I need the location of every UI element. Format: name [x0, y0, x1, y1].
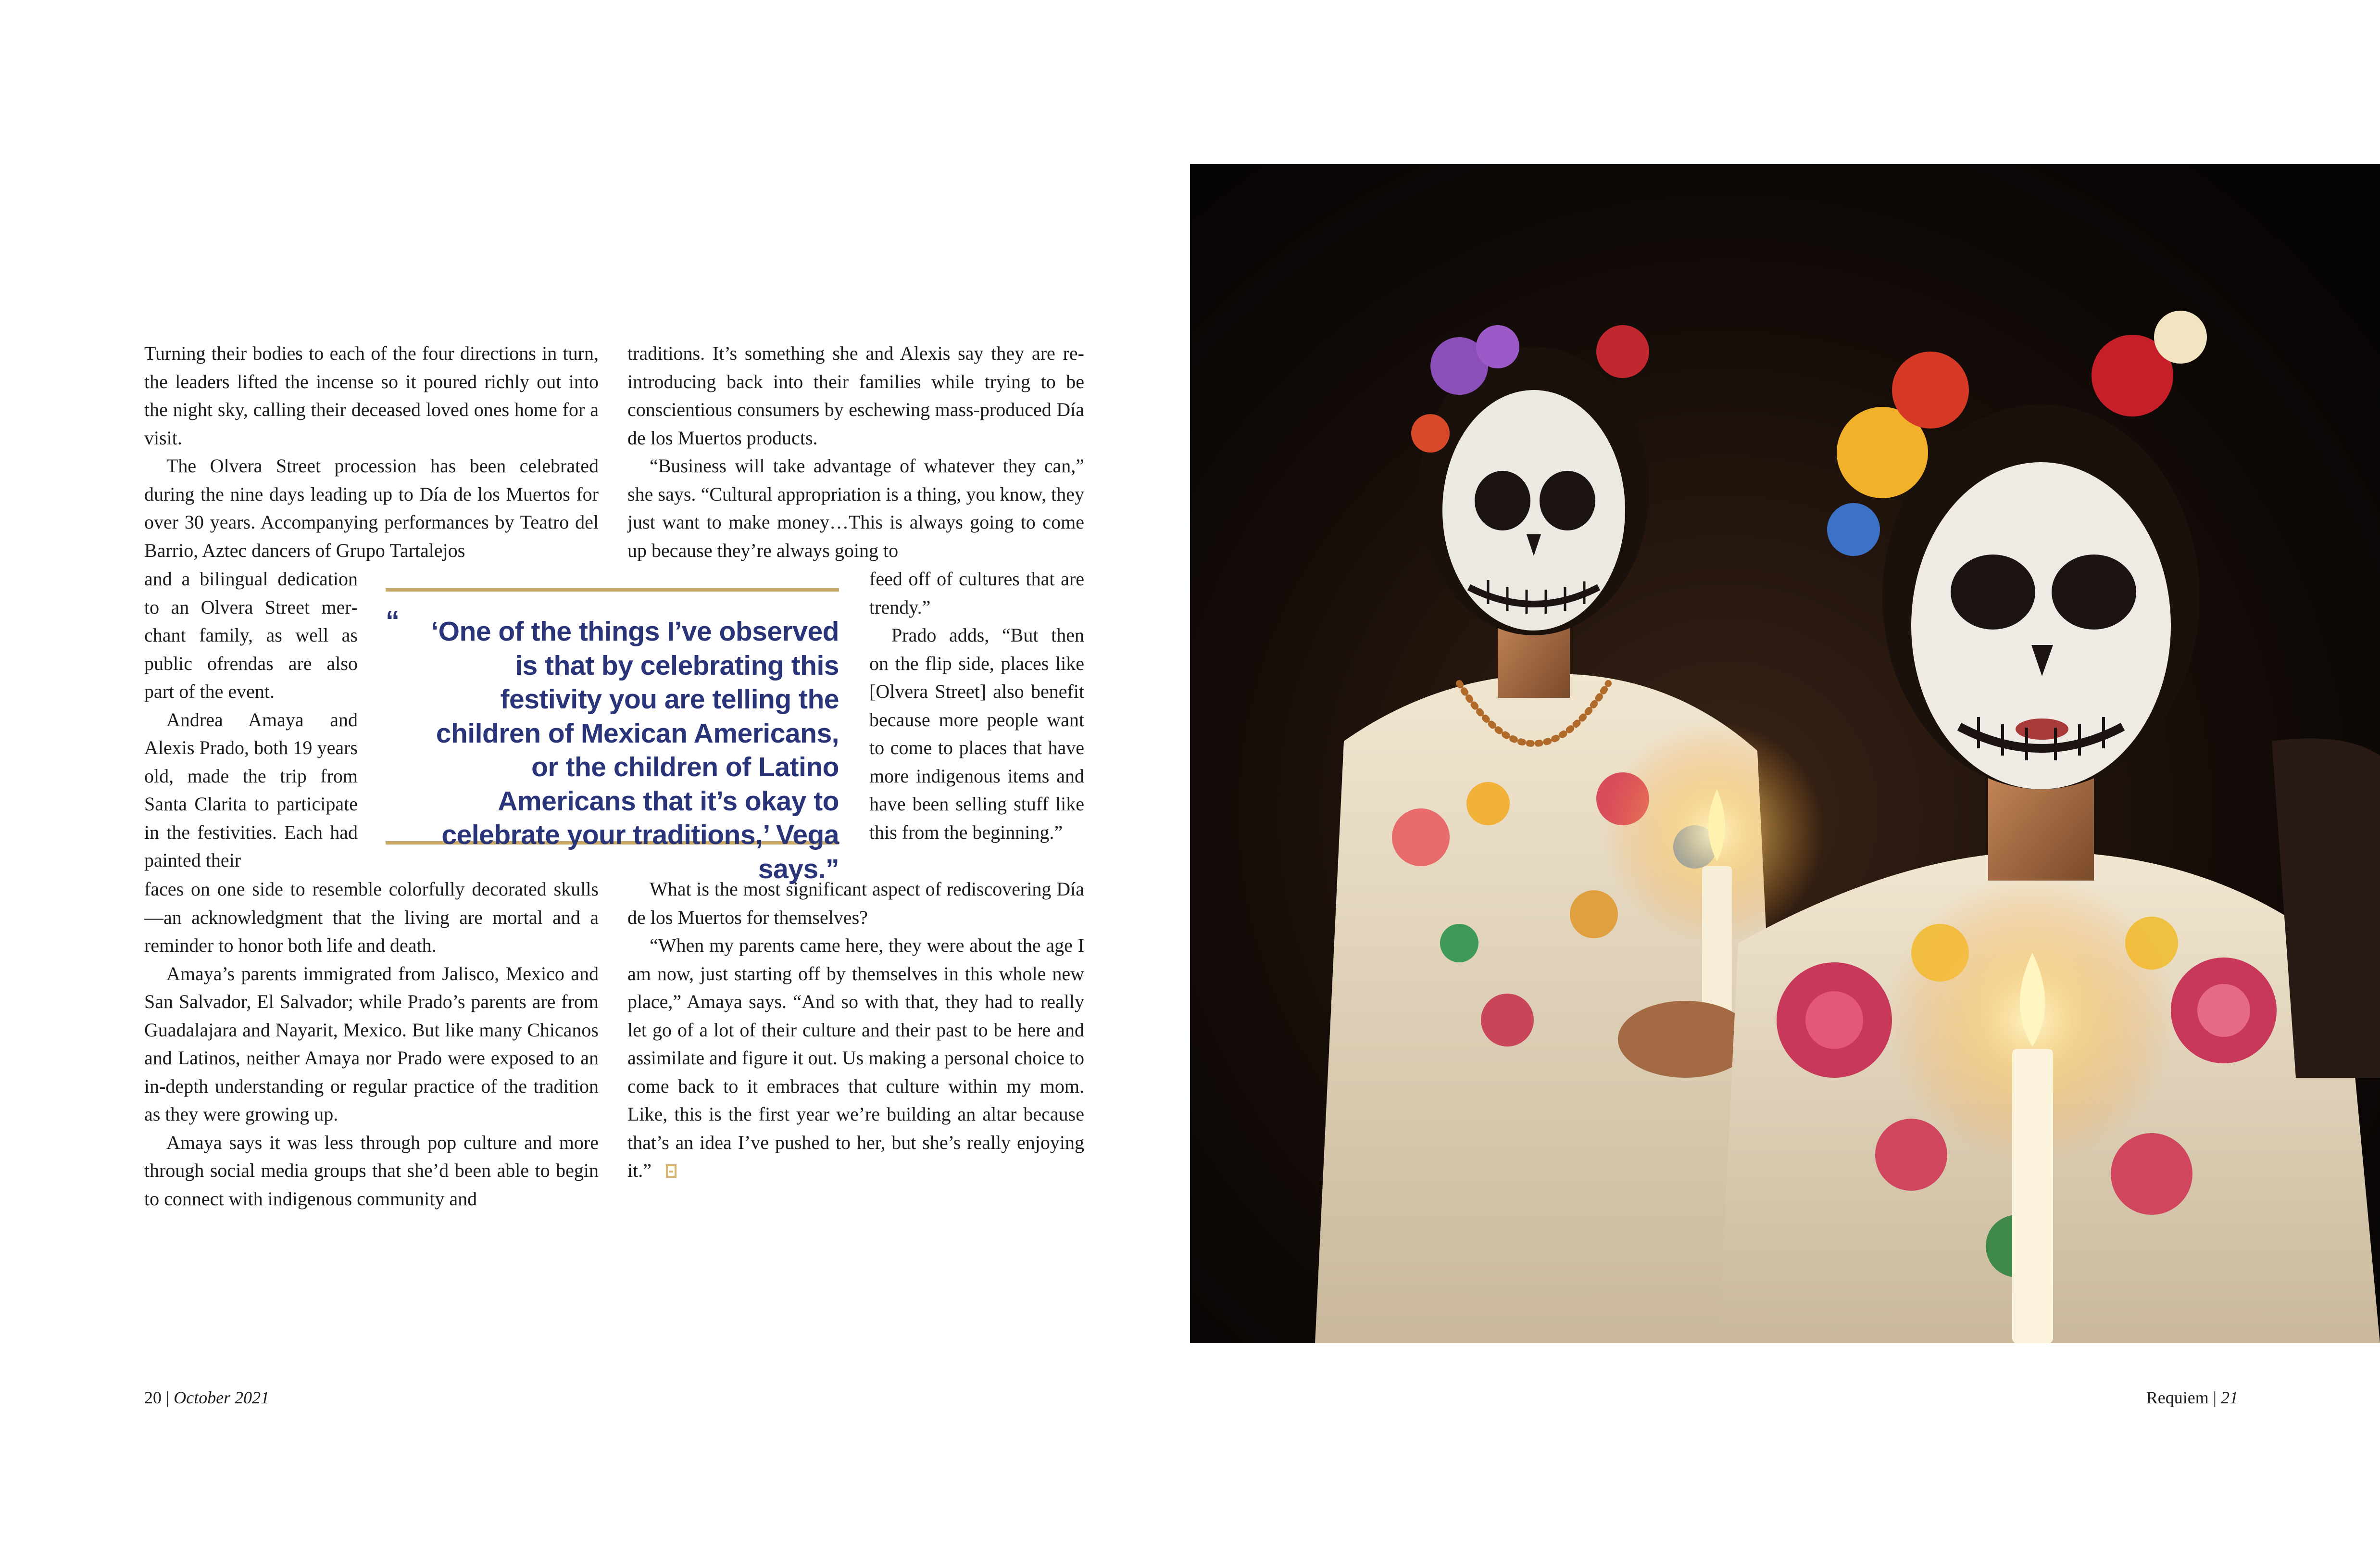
issue-date: October 2021 [174, 1388, 270, 1407]
page-number: 20 [144, 1388, 162, 1407]
pull-quote-text: ‘One of the things I’ve observed is that by celebrating this festivity you are telling the children of Mexican Americans, or the children of Latino Americans that it’s okay to celebrate your traditions,’ Vega says.” [431, 616, 839, 884]
paragraph: traditions. It’s something she and Alexis say they are re-introducing back into their families while trying to be conscientious consumers by eschewing mass-produced Día de los Muertos products. [627, 342, 1084, 449]
article-column-1-wrap [144, 565, 358, 875]
footer-separator: | [162, 1388, 174, 1407]
footer-separator: | [2208, 1388, 2221, 1407]
paragraph: “Business will take advantage of whatever they can,” she says. “Cultural appropriation is a thing, you know, they just want to make money…This is always going to come up because they’re always going to [627, 455, 1084, 561]
paragraph: Andrea Amaya and Alexis Prado, both 19 years old, made the trip from Santa Clarita to participate in the festivities. Each had painted their [144, 708, 358, 871]
paragraph: and a bilingual dedication to an Olvera Street merchant family, as well as public ofrendas are also part of the event. [144, 568, 358, 702]
end-mark-icon [666, 1164, 676, 1178]
paragraph: Turning their bodies to each of the four directions in turn, the leaders lifted the incense so it poured richly out into the night sky, calling their deceased loved ones home for a visit. [144, 342, 599, 449]
paragraph: Amaya says it was less through pop culture and more through social media groups that she’d been able to begin to connect with indigenous community and [144, 1131, 599, 1210]
page-number: 21 [2221, 1388, 2238, 1407]
page-footer-right [2146, 1387, 2238, 1408]
article-column-1-bottom [144, 875, 599, 1213]
paragraph: faces on one side to resemble colorfully decorated skulls—an acknowledgment that the living are mortal and a reminder to honor both life and death. [144, 878, 599, 956]
photo-dia-de-los-muertos [1190, 164, 2380, 1343]
photo-illustration [1190, 164, 2380, 1343]
paragraph: feed off of cultures that are trendy.” [869, 568, 1084, 618]
pull-quote [386, 588, 839, 884]
section-name: Requiem [2146, 1388, 2209, 1407]
paragraph: Prado adds, “But then on the flip side, places like [Olvera Street] also benefit because more people want to come to places that have more indigenous items and have been selling stuff like this from the beginning.” [869, 624, 1084, 843]
paragraph: The Olvera Street procession has been celebrated during the nine days leading up to Día de los Muertos for over 30 years. Accompanying performances by Teatro del Barrio, Aztec dancers of Grupo Tartalejos [144, 455, 599, 561]
article-column-1-top [144, 340, 599, 565]
article-column-2-top [627, 340, 1084, 565]
final-paragraph-text: “When my parents came here, they were about the age I am now, just starting off by themselves in this whole new place,” Amaya says. “And so with that, they had to really let go of a lot of their culture and their past to be here and assimilate and figure it out. Us making a personal choice to come back to it embraces that culture within my mom. Like, this is the first year we’re building an altar because that’s an idea I’ve pushed to her, but she’s really enjoying it.” [627, 934, 1084, 1181]
quote-mark: “ [386, 605, 400, 637]
page-footer-left [144, 1387, 269, 1408]
article-column-2-wrap [869, 565, 1084, 846]
paragraph [627, 932, 1084, 1185]
paragraph: What is the most significant aspect of rediscovering Día de los Muertos for themselves? [627, 878, 1084, 928]
article-column-2-bottom [627, 875, 1084, 1185]
paragraph: Amaya’s parents immigrated from Jalisco, Mexico and San Salvador, El Salvador; while Prado’s parents are from Guadalajara and Nayarit, Mexico. But like many Chicanos and Latinos, neither Amaya nor Prado were exposed to an in-depth understanding or regular practice of the tradition as they were growing up. [144, 962, 599, 1125]
